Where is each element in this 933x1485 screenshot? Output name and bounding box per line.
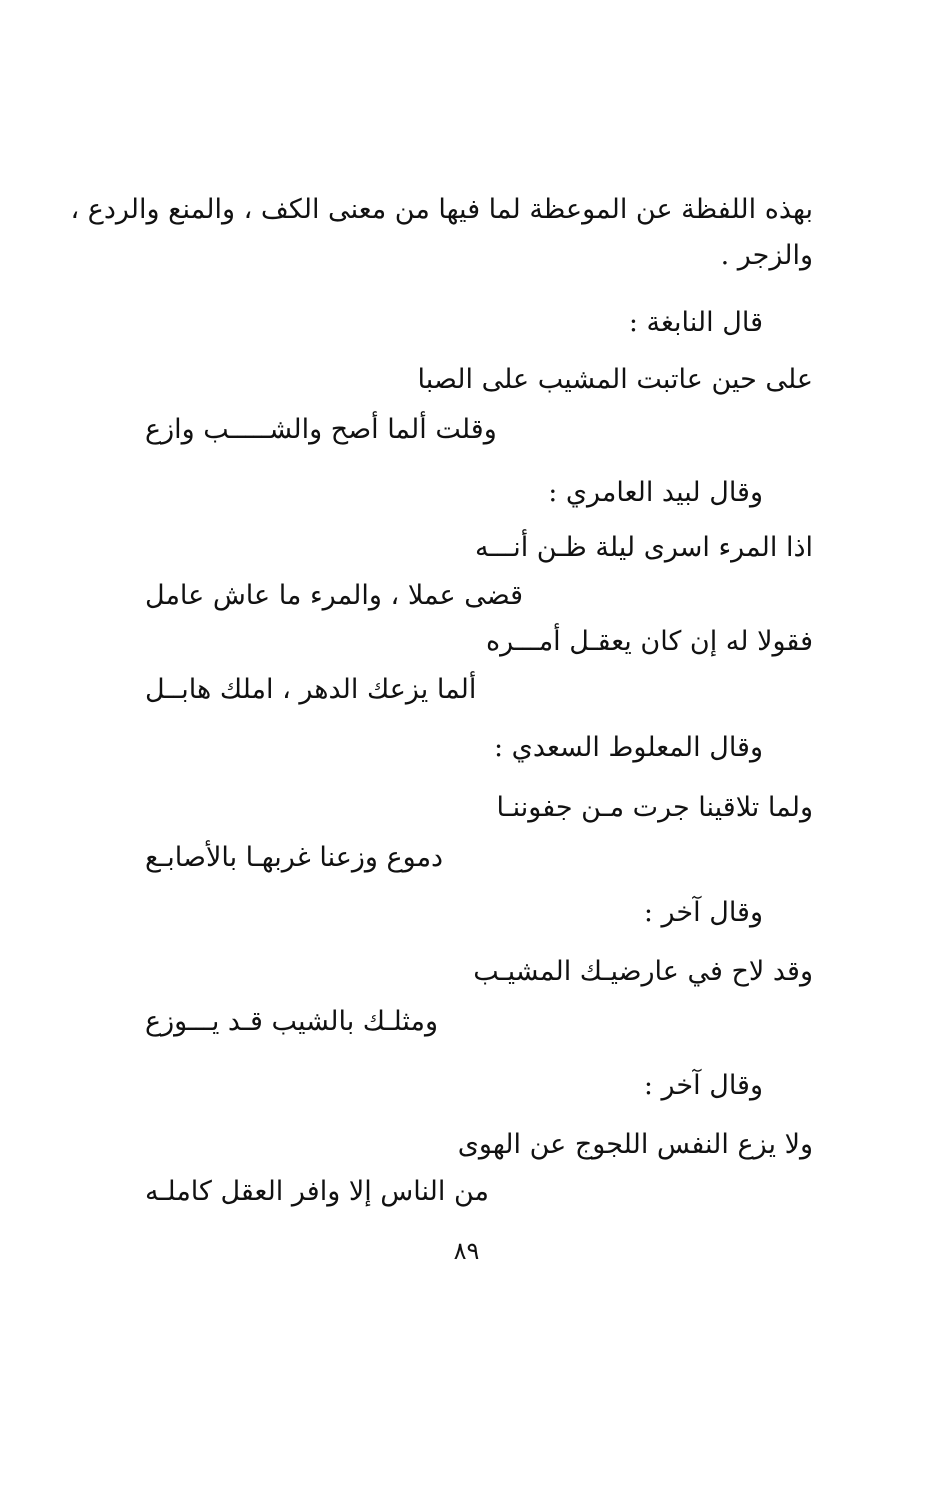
verse-second-hemistich: من الناس إلا وافر العقل كاملـه — [145, 1176, 489, 1207]
section-heading: وقال لبيد العامري : — [548, 477, 763, 508]
page-number: ٨٩ — [453, 1237, 480, 1265]
prose-line-1: بهذه اللفظة عن الموعظة لما فيها من معنى الكف ، والمنع والردع ، — [70, 194, 813, 225]
verse-first-hemistich: اذا المرء اسرى ليلة ظـن أنـــه — [475, 532, 813, 563]
section-heading: قال النابغة : — [628, 307, 763, 338]
verse-first-hemistich: ولا يزع النفس اللجوج عن الهوى — [457, 1129, 813, 1160]
section-heading: وقال آخر : — [643, 897, 763, 928]
section-heading: وقال آخر : — [643, 1070, 763, 1101]
verse-second-hemistich: ألما يزعك الدهر ، املك هابــل — [145, 674, 477, 705]
verse-first-hemistich: فقولا له إن كان يعقـل أمـــره — [485, 626, 813, 657]
prose-line-2: والزجر . — [720, 240, 813, 271]
section-heading: وقال المعلوط السعدي : — [494, 732, 763, 763]
verse-second-hemistich: وقلت ألما أصح والشـــــب وازع — [145, 414, 497, 445]
verse-second-hemistich: ومثلـك بالشيب قـد يـــوزع — [145, 1006, 439, 1037]
verse-first-hemistich: على حين عاتبت المشيب على الصبا — [417, 364, 813, 395]
verse-second-hemistich: قضى عملا ، والمرء ما عاش عامل — [145, 580, 524, 611]
verse-first-hemistich: ولما تلاقينا جرت مـن جفوننـا — [496, 792, 813, 823]
verse-second-hemistich: دموع وزعنا غربهـا بالأصابـع — [145, 842, 444, 873]
verse-first-hemistich: وقد لاح في عارضيـك المشيـب — [473, 956, 813, 987]
